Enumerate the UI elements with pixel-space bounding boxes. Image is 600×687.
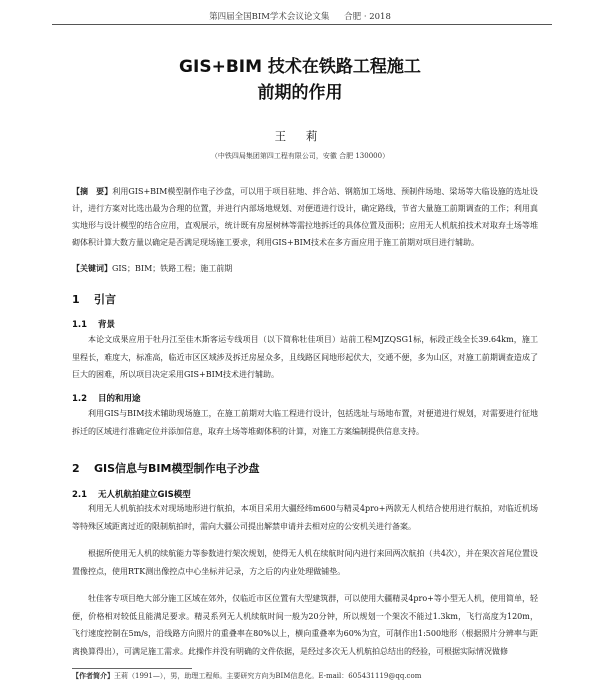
abstract <box>72 183 538 251</box>
section-1-2-heading <box>72 392 141 404</box>
abstract-label: 【摘 要】 <box>72 187 113 196</box>
footnote-label: 【作者简介】 <box>72 672 114 680</box>
footnote-text: 王莉（1991—），男，助理工程师。主要研究方向为BIM信息化。E-mail：605431119@qq.com <box>114 672 422 680</box>
section-number: 2 <box>72 462 80 475</box>
paragraph-purpose: 利用GIS与BIM技术辅助现场施工，在施工前期对大临工程进行设计，包括选址与场地布置，对便道进行规划，对需要进行征地拆迁的区域进行准确定位并添加信息，取弃土场等堆砌体积的计算，对施工方案编制提供信息支持。 <box>72 409 538 436</box>
subsection-title: 无人机航拍建立GIS模型 <box>98 490 191 500</box>
abstract-text: 利用GIS+BIM模型制作电子沙盘，可以用于项目驻地、拌合站、钢筋加工场地、预制件场地、梁场等大临设施的选址设计，进行方案对比选出最为合理的位置，并进行内部场地规划、对便道进行设计，确定路线，节省大量施工前期调查的工作；利用真实地形与设计模型的结合应用，直观展示，统计既有房屋树林等需拉地拆迁的具体位置及面积；应用无人机航拍技术对取弃土场等堆砌体积计算大数方量以确定是否满足现场施工要求，利用GIS+BIM技术在多方面应用于施工前期对项目进行辅助。 <box>72 187 539 247</box>
subsection-number: 1.2 <box>72 394 88 404</box>
keywords-text: GIS；BIM；铁路工程；施工前期 <box>112 264 233 273</box>
title-line-2: 前期的作用 <box>257 83 343 103</box>
running-header <box>0 10 600 22</box>
section-number: 1 <box>72 293 80 306</box>
section-1-1-heading <box>72 318 115 330</box>
subsection-title: 目的和用途 <box>98 394 141 404</box>
paragraph-uav-3: 牡佳客专项目绝大部分施工区域在郊外，仅临近市区位置有大型建筑群，可以使用大疆精灵4pro+等小型无人机，使用简单，轻便，价格相对较低且能满足要求。精灵系列无人机续航时间一般为20分钟，所以规划一个架次不能过1.3km，飞行高度为120m，飞行速度控制在5m/s，沿线路方向照片的重叠率在80%以上，横向重叠率为60%为宜，可制作出1:500地形（根据照片分辨率与距离换算得出），可满足施工需求。此操作并没有明确的文件依据，是经过多次无人机航拍总结出的经验，可根据实际情况做修 <box>72 594 538 656</box>
subsection-title: 背景 <box>98 320 116 330</box>
paper-title <box>0 54 600 106</box>
section-1-heading <box>72 291 116 307</box>
paragraph-uav-2: 根据所使用无人机的续航能力等参数进行架次规划，使得无人机在续航时间内进行来回两次航拍（共4次），并在架次首尾位置设置像控点，使用RTK测出像控点中心坐标并记录，方之后的内业处理做铺垫。 <box>72 549 538 576</box>
section-title: GIS信息与BIM模型制作电子沙盘 <box>94 462 260 475</box>
title-line-1: GIS+BIM 技术在铁路工程施工 <box>179 57 421 77</box>
subsection-number: 2.1 <box>72 490 88 500</box>
author-name: 王 莉 <box>274 129 326 143</box>
keywords <box>72 262 538 276</box>
section-2-1-heading <box>72 488 191 500</box>
paragraph-background: 本论文成果应用于牡丹江至佳木斯客运专线项目（以下简称牡佳项目）站前工程MJZQSG1标，标段正线全长39.64km，施工里程长，难度大，标准高，临近市区区域涉及拆迁房屋众多，且线路区间地形起伏大，交通不便，多为山区，对施工前期调查造成了巨大的困难，所以项目决定采用GIS+BIM技术进行辅助。 <box>72 335 538 379</box>
footnote-rule <box>72 668 192 669</box>
author-footnote <box>72 671 538 681</box>
section-title: 引言 <box>94 293 116 306</box>
subsection-number: 1.1 <box>72 320 88 330</box>
paragraph-uav-1: 利用无人机航拍技术对现场地形进行航拍，本项目采用大疆经纬m600与精灵4pro+两款无人机结合使用进行航拍，对临近机场等特殊区域距离过近的限制航拍时，需向大疆公司提出解禁申请并去相对应的公安机关进行备案。 <box>72 504 538 531</box>
author-affiliation: （中铁四局集团第四工程有限公司，安徽 合肥 130000） <box>210 152 390 160</box>
keywords-label: 【关键词】 <box>72 264 112 273</box>
location-year: 合肥 · 2018 <box>344 12 391 22</box>
conference-name: 第四届全国BIM学术会议论文集 <box>209 12 330 22</box>
section-2-heading <box>72 460 259 476</box>
header-rule <box>52 24 552 25</box>
